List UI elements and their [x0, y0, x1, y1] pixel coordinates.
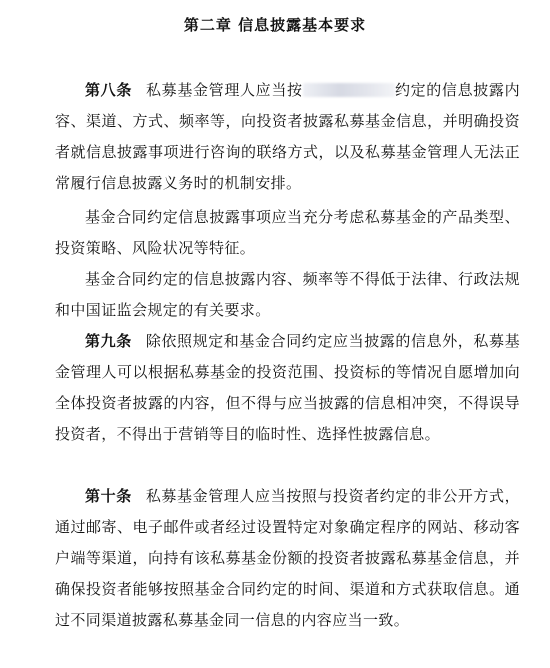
article-9-text: 除依照规定和基金合同约定应当披露的信息外，私募基金管理人可以根据私募基金的投资范围、投资标的等情况自愿增加向全体投资者披露的内容，但不得与应当披露的信息相冲突，不得误导投资者，不得出于营销等目的临时性、选择性披露信息。: [55, 332, 521, 443]
article-10-label: 第十条: [85, 487, 132, 505]
article-9-paragraph: [55, 326, 520, 450]
redaction-blur: [303, 83, 395, 97]
article-8-text-end: 约定的信息披露内容、渠道、方式、频率等，向投资者披露私募基金信息，并明确投资者就信息披露事项进行咨询的联络方式，以及私募基金管理人无法正常履行信息披露义务时的机制安排。: [55, 81, 520, 192]
article-8-paragraph-3: 基金合同约定的信息披露内容、频率等不得低于法律、行政法规和中国证监会规定的有关要求。: [55, 270, 520, 319]
chapter-title: 第二章 信息披露基本要求: [183, 16, 367, 34]
article-10-text: 私募基金管理人应当按照与投资者约定的非公开方式，通过邮寄、电子邮件或者经过设置特定对象确定程序的网站、移动客户端等渠道，向持有该私募基金份额的投资者披露私募基金信息，并确保投资者能够按照基金合同约定的时间、渠道和方式获取信息。通过不同渠道披露私募基金同一信息的内容应当一致。: [55, 487, 521, 629]
article-8-paragraph: [55, 75, 520, 199]
article-10-paragraph: [55, 481, 520, 636]
article-8-paragraph-2: 基金合同约定信息披露事项应当充分考虑私募基金的产品类型、投资策略、风险状况等特征。: [55, 208, 520, 257]
article-8-text-start: 私募基金管理人应当按: [146, 81, 303, 99]
article-9-label: 第九条: [85, 332, 132, 350]
article-8-label: 第八条: [85, 81, 132, 99]
